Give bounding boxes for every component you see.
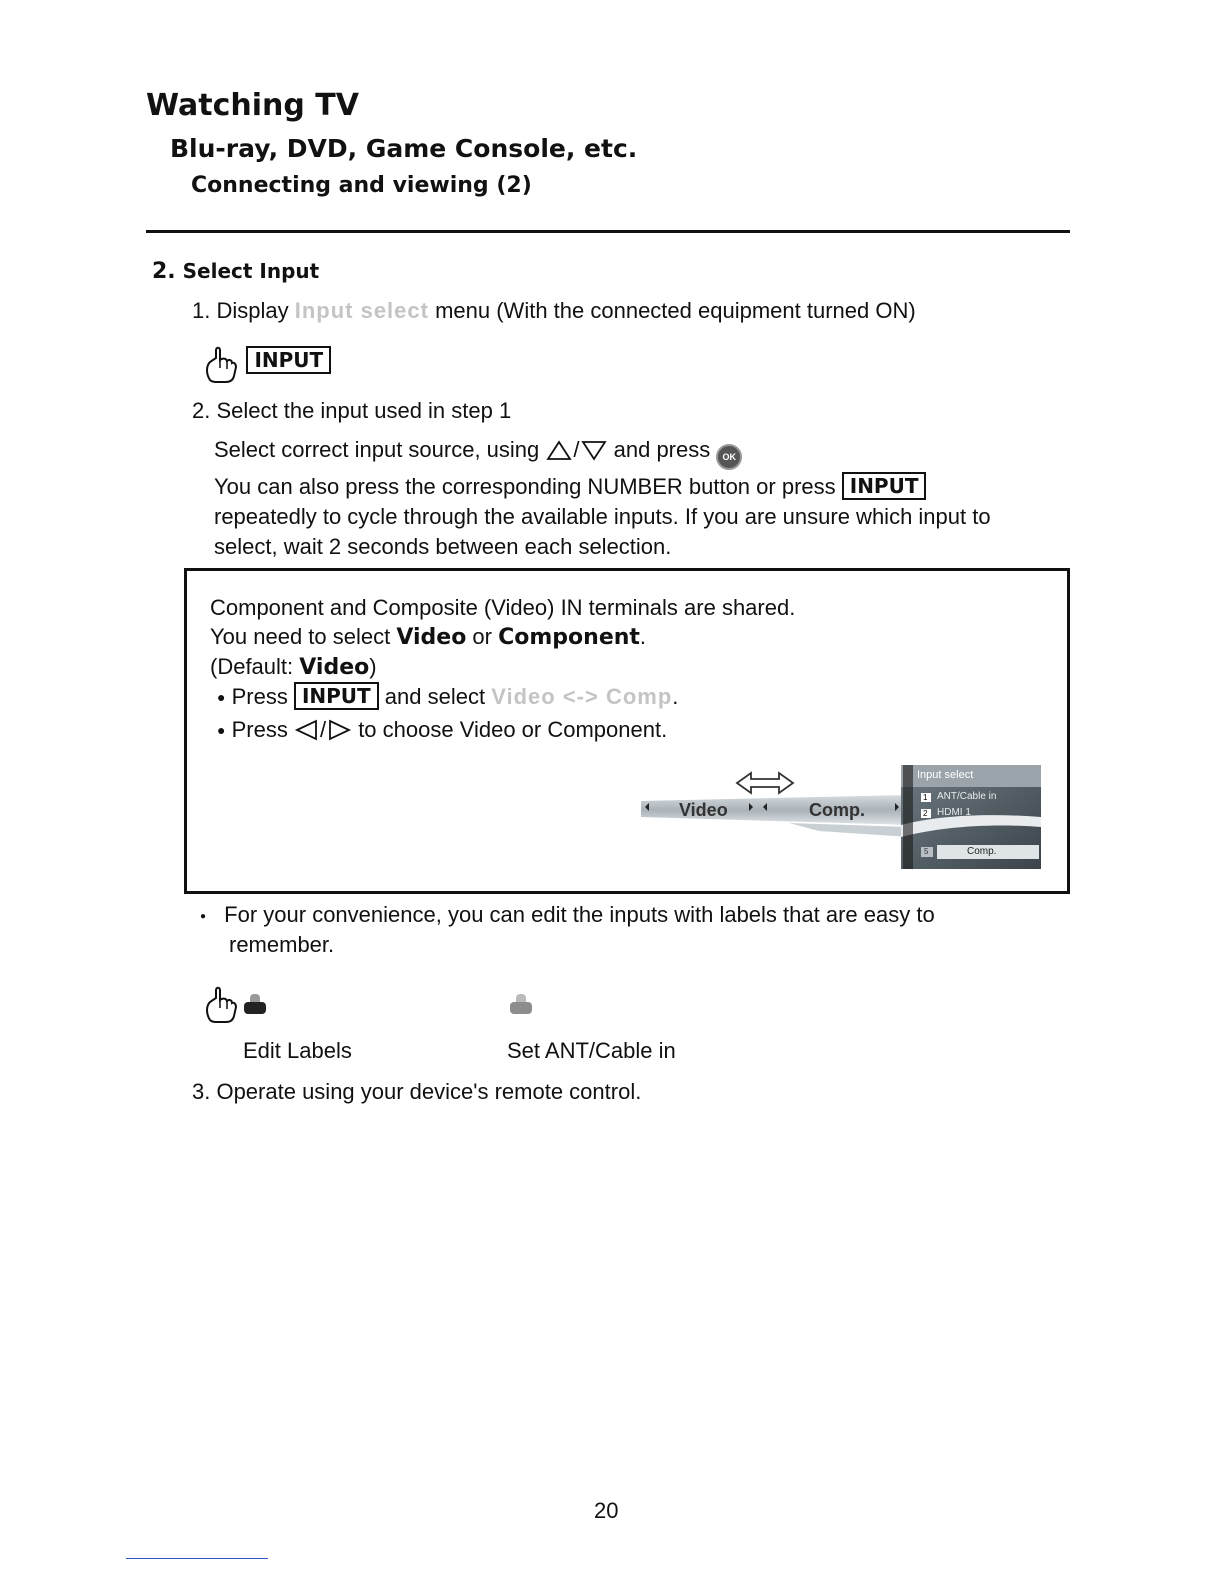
note-bullet1 — [217, 682, 678, 712]
section-heading — [152, 259, 319, 284]
note-line3 — [210, 652, 377, 683]
input-select-menu-name: Input select — [294, 298, 429, 323]
step3-text: 3. Operate using your device's remote control. — [192, 1079, 642, 1104]
input-key: INPUT — [294, 682, 379, 710]
convenience-line1 — [200, 900, 935, 932]
footer-link-underline — [126, 1558, 268, 1559]
menu-item1-number: 1 — [923, 793, 928, 802]
bullet2-suffix: to choose Video or Component. — [352, 717, 668, 742]
down-arrow-icon — [580, 439, 608, 461]
step2-line2-prefix: You can also press the corresponding NUMBER button or press — [214, 474, 842, 499]
pressing-hand-icon — [202, 984, 238, 1024]
tv-screen-illustration — [639, 765, 1043, 871]
section-number: 2. — [152, 259, 176, 284]
note-bullet2 — [217, 715, 667, 745]
arrow-separator: / — [319, 717, 327, 742]
remote-menu-button-icon — [244, 994, 266, 1014]
page-subtitle: Blu-ray, DVD, Game Console, etc. — [170, 134, 638, 163]
arrow-separator: / — [573, 437, 580, 462]
note-line3-prefix: (Default: — [210, 654, 300, 679]
menu-item3-number: 5 — [924, 847, 929, 856]
note-box — [184, 568, 1070, 894]
step2-line3: repeatedly to cycle through the available inputs. If you are unsure which input to — [214, 504, 991, 529]
bullet1-end: . — [672, 684, 679, 709]
input-select-panel-title: Input select — [917, 769, 974, 781]
menu-item2-label: HDMI 1 — [937, 807, 971, 818]
menu-item1-label: ANT/Cable in — [937, 791, 997, 802]
header-divider — [146, 230, 1070, 233]
step1-prefix: 1. Display — [192, 298, 295, 323]
menu-item3-label: Comp. — [967, 846, 997, 857]
convenience-text: For your convenience, you can edit the inputs with labels that are easy to — [224, 902, 935, 927]
edit-labels-caption: Edit Labels — [243, 1038, 352, 1063]
section-title: Select Input — [182, 259, 320, 283]
default-video-emphasis: Video — [299, 655, 370, 680]
step1-text — [192, 296, 916, 326]
bullet1-mid: and select — [378, 684, 492, 709]
step2-line1 — [214, 435, 742, 470]
step2-title: 2. Select the input used in step 1 — [192, 398, 512, 423]
component-emphasis: Component — [498, 625, 640, 650]
note-line2-or: or — [466, 624, 499, 649]
bullet1-prefix: Press — [231, 684, 294, 709]
note-line2 — [210, 622, 646, 653]
menu-item2-number: 2 — [923, 809, 928, 818]
note-line2-prefix: You need to select — [210, 624, 397, 649]
up-arrow-icon — [545, 439, 573, 461]
step1-suffix: menu (With the connected equipment turned ON) — [428, 298, 916, 323]
video-option-label: Video — [679, 800, 728, 820]
step1-remote-instruction — [202, 344, 331, 384]
page-number: 20 — [594, 1498, 619, 1523]
page-title: Watching TV — [146, 88, 359, 123]
left-arrow-icon — [294, 719, 320, 741]
set-ant-cable-caption: Set ANT/Cable in — [507, 1038, 676, 1063]
step2-line1-suffix: and press — [607, 437, 711, 462]
note-line2-end: . — [639, 624, 647, 649]
note-line1: Component and Composite (Video) IN terminals are shared. — [210, 595, 796, 620]
step2-line2 — [214, 472, 926, 502]
page-subsubtitle: Connecting and viewing (2) — [191, 173, 532, 198]
edit-labels-icons — [202, 984, 238, 1024]
comp-option-label: Comp. — [809, 800, 865, 820]
step2-line4: select, wait 2 seconds between each selection. — [214, 534, 672, 559]
remote-menu-button-icon-gray — [510, 994, 532, 1014]
video-comp-menu-name: Video <-> Comp — [491, 684, 673, 709]
ok-button-icon: OK — [716, 444, 742, 470]
step2-line1-prefix: Select correct input source, using — [214, 437, 546, 462]
pressing-hand-icon — [202, 344, 238, 384]
input-key: INPUT — [246, 346, 331, 374]
bullet-dot: ● — [200, 911, 207, 922]
right-arrow-icon — [326, 719, 352, 741]
note-line3-end: ) — [369, 654, 377, 679]
video-emphasis: Video — [396, 625, 467, 650]
bullet2-prefix: Press — [231, 717, 294, 742]
bullet-dot: ● — [217, 689, 226, 705]
bullet-dot: ● — [217, 722, 226, 738]
convenience-line2: remember. — [229, 932, 335, 957]
input-key: INPUT — [842, 472, 927, 500]
